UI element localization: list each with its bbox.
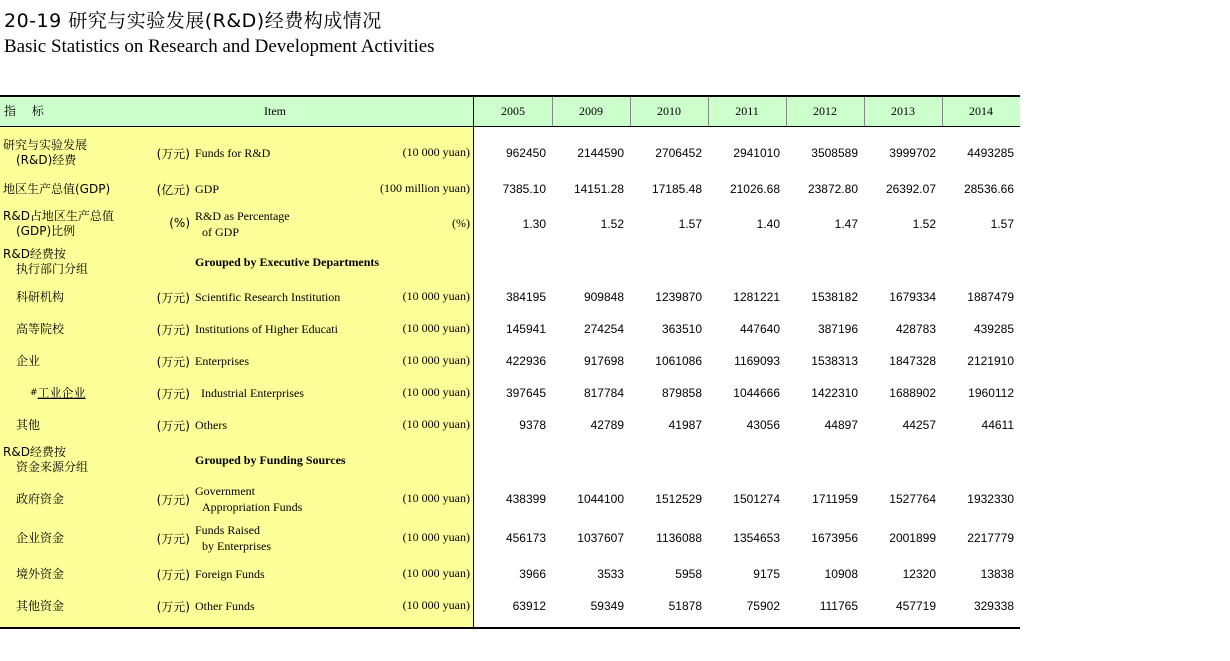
cell-value: 13838 <box>980 567 1014 581</box>
cell-value: 1169093 <box>734 354 780 368</box>
cell-value: 3508589 <box>811 146 858 160</box>
header-indicator-cn: 指 标 <box>4 104 50 118</box>
row-label-cn: 执行部门分组 <box>16 262 89 276</box>
cell-value: 3533 <box>597 567 624 581</box>
cell-value: 42789 <box>590 418 624 432</box>
cell-value: 7385.10 <box>502 182 546 196</box>
cell-value: 5958 <box>675 567 702 581</box>
cell-value: 14151.28 <box>573 182 624 196</box>
cell-value: 1527764 <box>889 492 936 506</box>
cell-value: 1.47 <box>834 217 858 231</box>
row-label-en: Funds for R&D <box>195 146 271 160</box>
cell-value: 1.52 <box>600 217 624 231</box>
cell-value: 23872.80 <box>807 182 858 196</box>
page-title-en: Basic Statistics on Research and Development Activities <box>4 36 435 57</box>
cell-value: 3966 <box>519 567 546 581</box>
row-label-cn: (R&D)经费 <box>16 153 77 167</box>
cell-value: 43056 <box>746 418 780 432</box>
header-year-divider <box>630 97 631 126</box>
cell-value: 44257 <box>902 418 936 432</box>
cell-value: 2121910 <box>967 354 1014 368</box>
row-unit-en: (10 000 yuan) <box>402 491 470 505</box>
header-year-2012: 2012 <box>813 104 837 118</box>
header-year-2011: 2011 <box>735 104 759 118</box>
row-label-en: Government <box>195 484 255 498</box>
cell-value: 59349 <box>590 599 624 613</box>
cell-value: 17185.48 <box>651 182 702 196</box>
cell-value: 1281221 <box>733 290 780 304</box>
cell-value: 9175 <box>753 567 780 581</box>
cell-value: 329338 <box>973 599 1014 613</box>
cell-value: 1887479 <box>967 290 1014 304</box>
row-label-cn <box>30 386 86 401</box>
cell-value: 1136088 <box>656 531 702 545</box>
cell-value: 1688902 <box>889 386 936 400</box>
cell-value: 879858 <box>661 386 702 400</box>
cell-value: 4493285 <box>967 146 1014 160</box>
row-unit-en: (10 000 yuan) <box>402 566 470 580</box>
cell-value: 962450 <box>505 146 546 160</box>
header-year-2005: 2005 <box>501 104 525 118</box>
row-label-cn: 其他 <box>16 417 41 432</box>
header-year-divider <box>864 97 865 126</box>
header-year-divider <box>942 97 943 126</box>
cell-value: 44897 <box>824 418 858 432</box>
cell-value: 397645 <box>505 386 546 400</box>
cell-value: 1847328 <box>889 354 936 368</box>
cell-value: 1044100 <box>577 492 624 506</box>
row-label-en: Foreign Funds <box>195 567 265 581</box>
cell-value: 1.57 <box>990 217 1014 231</box>
row-label-cn: (GDP)比例 <box>16 224 76 238</box>
cell-value: 1960112 <box>968 386 1014 400</box>
row-label-en: GDP <box>195 182 220 196</box>
cell-value: 2217779 <box>967 531 1014 545</box>
header-year-2010: 2010 <box>657 104 681 118</box>
cell-value: 12320 <box>902 567 936 581</box>
row-unit-cn: (万元) <box>156 568 190 582</box>
cell-value: 1.52 <box>912 217 936 231</box>
cell-value: 145941 <box>505 322 546 336</box>
table-bottom-rule <box>0 627 1020 629</box>
cell-value: 1538182 <box>811 290 858 304</box>
cell-value: 26392.07 <box>885 182 936 196</box>
cell-value: 2144590 <box>577 146 624 160</box>
cell-value: 1044666 <box>733 386 780 400</box>
cell-value: 1037607 <box>577 531 624 545</box>
row-unit-cn: (万元) <box>156 291 190 305</box>
cell-value: 387196 <box>817 322 858 336</box>
row-unit-en: (%) <box>452 216 470 230</box>
cell-value: 439285 <box>973 322 1014 336</box>
row-label-en: Enterprises <box>195 354 249 368</box>
header-rule <box>0 126 1020 127</box>
cell-value: 1538313 <box>811 354 858 368</box>
cell-value: 438399 <box>505 492 546 506</box>
cell-value: 2706452 <box>655 146 702 160</box>
row-label-en: Appropriation Funds <box>202 500 303 514</box>
group-heading-en: Grouped by Funding Sources <box>195 453 346 467</box>
cell-value: 1.57 <box>678 217 702 231</box>
cell-value: 909848 <box>583 290 624 304</box>
cell-value: 457719 <box>895 599 936 613</box>
cell-value: 63912 <box>512 599 546 613</box>
cell-value: 1711959 <box>812 492 858 506</box>
row-label-en: Funds Raised <box>195 523 261 537</box>
row-unit-cn: (万元) <box>156 355 190 369</box>
row-unit-cn: (万元) <box>156 600 190 614</box>
row-unit-cn: (万元) <box>156 387 190 401</box>
cell-value: 274254 <box>583 322 624 336</box>
row-unit-en: (10 000 yuan) <box>402 353 470 367</box>
row-unit-en: (10 000 yuan) <box>402 417 470 431</box>
cell-value: 456173 <box>505 531 546 545</box>
row-unit-en: (10 000 yuan) <box>402 598 470 612</box>
cell-value: 1673956 <box>811 531 858 545</box>
cell-value: 422936 <box>505 354 546 368</box>
cell-value: 2941010 <box>733 146 780 160</box>
row-unit-cn: (万元) <box>156 532 190 546</box>
row-label-cn: 地区生产总值(GDP) <box>3 181 111 196</box>
cell-value: 1.30 <box>522 217 546 231</box>
cell-value: 1354653 <box>733 531 780 545</box>
row-unit-cn: (%) <box>169 216 190 230</box>
row-unit-en: (100 million yuan) <box>380 181 470 195</box>
row-unit-cn: (万元) <box>156 147 190 161</box>
row-label-en: Institutions of Higher Educati <box>195 322 338 336</box>
row-label-en: R&D as Percentage <box>195 209 290 223</box>
cell-value: 447640 <box>739 322 780 336</box>
cell-value: 28536.66 <box>963 182 1014 196</box>
cell-value: 44611 <box>981 418 1014 432</box>
header-item: Item <box>264 104 286 118</box>
row-label-en: of GDP <box>202 225 240 239</box>
row-label-en: Scientific Research Institution <box>195 290 341 304</box>
cell-value: 10908 <box>824 567 858 581</box>
row-label-en: Others <box>195 418 227 432</box>
row-label-cn: 境外资金 <box>16 566 65 581</box>
cell-value: 21026.68 <box>729 182 780 196</box>
cell-value: 2001899 <box>889 531 936 545</box>
row-unit-cn: (万元) <box>156 419 190 433</box>
row-label-cn: 政府资金 <box>16 491 65 506</box>
header-year-divider <box>786 97 787 126</box>
label-column-divider <box>473 97 474 627</box>
row-label-cn: 资金来源分组 <box>16 460 89 474</box>
row-label-cn-text: 工业企业 <box>37 385 86 400</box>
row-label-cn: 研究与实验发展 <box>3 138 88 152</box>
page-title-cn: 20-19 研究与实验发展(R&D)经费构成情况 <box>4 10 382 32</box>
cell-value: 51878 <box>668 599 702 613</box>
row-unit-cn: (万元) <box>156 493 190 507</box>
header-year-divider <box>708 97 709 126</box>
row-label-en: Other Funds <box>195 599 255 613</box>
cell-value: 9378 <box>519 418 546 432</box>
cell-value: 428783 <box>895 322 936 336</box>
cell-value: 363510 <box>661 322 702 336</box>
cell-value: 1239870 <box>655 290 702 304</box>
row-label-cn: 其他资金 <box>16 598 65 613</box>
row-label-cn: R&D占地区生产总值 <box>3 209 114 223</box>
header-year-2013: 2013 <box>891 104 915 118</box>
cell-value: 384195 <box>505 290 546 304</box>
header-year-divider <box>552 97 553 126</box>
cell-value: 1679334 <box>889 290 936 304</box>
cell-value: 3999702 <box>889 146 936 160</box>
cell-value: 1512529 <box>655 492 702 506</box>
cell-value: 917698 <box>583 354 624 368</box>
cell-value: 1061086 <box>655 354 702 368</box>
row-unit-en: (10 000 yuan) <box>402 321 470 335</box>
cell-value: 1.40 <box>756 217 780 231</box>
header-year-2009: 2009 <box>579 104 603 118</box>
cell-value: 1422310 <box>811 386 858 400</box>
row-unit-en: (10 000 yuan) <box>402 530 470 544</box>
cell-value: 817784 <box>583 386 624 400</box>
group-heading-en: Grouped by Executive Departments <box>195 255 380 269</box>
row-label-cn: 高等院校 <box>16 321 65 336</box>
row-label-cn: 企业 <box>16 353 41 368</box>
cell-value: 1501274 <box>733 492 780 506</box>
row-unit-cn: (万元) <box>156 323 190 337</box>
subitem-mark-icon: # <box>30 387 38 398</box>
row-unit-cn: (亿元) <box>156 183 190 197</box>
cell-value: 1932330 <box>967 492 1014 506</box>
row-unit-en: (10 000 yuan) <box>402 145 470 159</box>
row-label-cn: R&D经费按 <box>3 247 66 261</box>
row-label-cn: R&D经费按 <box>3 445 66 459</box>
row-label-en: Industrial Enterprises <box>201 386 304 400</box>
cell-value: 111765 <box>819 599 858 613</box>
cell-value: 41987 <box>668 418 702 432</box>
row-label-en: by Enterprises <box>202 539 271 553</box>
row-label-cn: 科研机构 <box>16 289 65 304</box>
header-year-2014: 2014 <box>969 104 993 118</box>
row-unit-en: (10 000 yuan) <box>402 289 470 303</box>
row-label-cn: 企业资金 <box>16 530 65 545</box>
row-unit-en: (10 000 yuan) <box>402 385 470 399</box>
cell-value: 75902 <box>746 599 780 613</box>
